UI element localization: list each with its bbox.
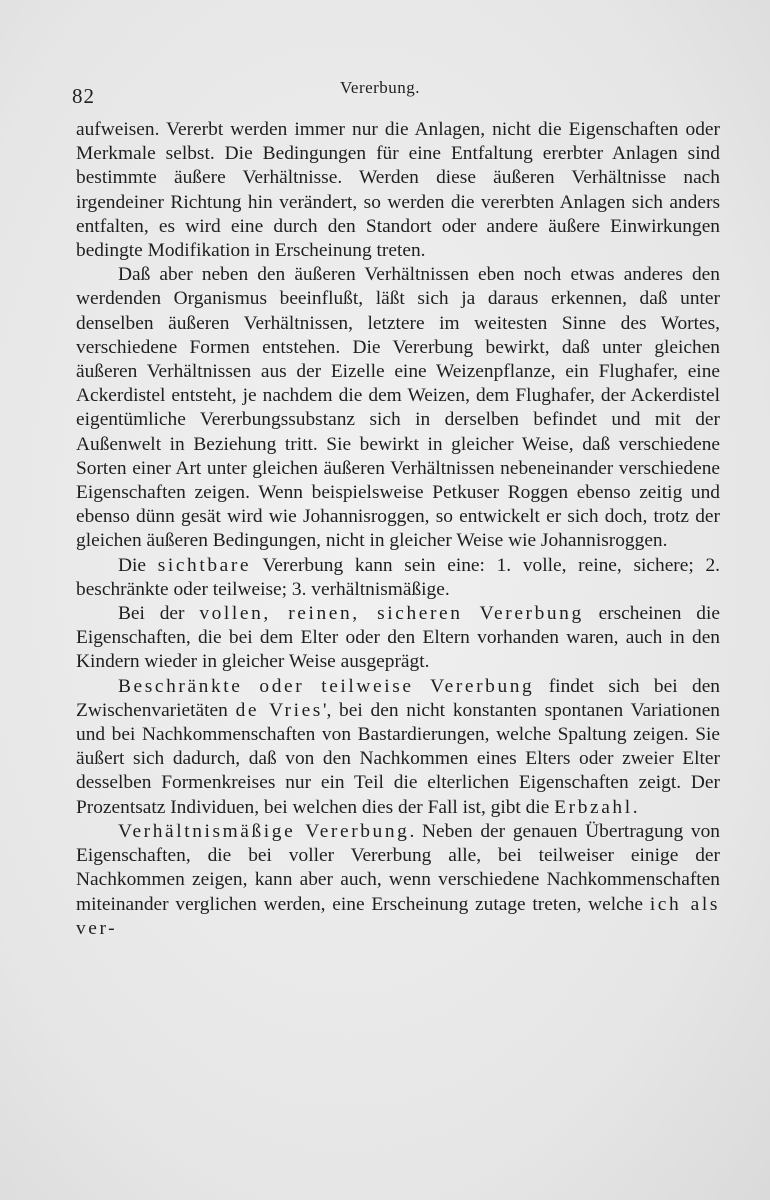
page-number: 82: [72, 84, 95, 108]
paragraph-6-rest: . Neben der genauen Übertragung von Eigenschaften, die bei voller Vererbung alle, bei teilweiser einige der Nachkommen zeigen, kann aber auch, wenn verschiedene Nachkommenschaften miteinander verglichen werden, eine Erscheinung zutage treten, welche: [76, 820, 720, 915]
paragraph-5-emphasis: Beschränkte oder teilweise Vererbung: [118, 675, 535, 697]
body-text: [76, 118, 720, 941]
paragraph-3-rest: Vererbung kann sein eine: 1. volle, reine, sichere; 2. beschränkte oder teilweise; 3. verhältnismäßige.: [76, 554, 720, 600]
page-header: [70, 78, 720, 108]
paragraph-3-emphasis: sichtbare: [157, 554, 252, 576]
paragraph-5-mid: findet sich bei den Zwischenvarietäten: [76, 675, 720, 721]
paragraph-4: [76, 602, 720, 675]
paragraph-5-end: .: [632, 796, 638, 818]
paragraph-5-term: Erbzahl: [554, 796, 633, 818]
paragraph-6: [76, 820, 720, 941]
paragraph-2: Daß aber neben den äußeren Verhältnissen eben noch etwas anderes den werdenden Organismus beeinflußt, läßt sich ja daraus erkennen, daß unter denselben äußeren Verhältnissen, letztere im weitesten Sinne des Wortes, verschiedene Formen entstehen. Die Vererbung bewirkt, daß unter gleichen äußeren Verhältnissen aus der Eizelle eine Weizenpflanze, ein Flughafer, eine Ackerdistel entsteht, je nachdem die dem Weizen, dem Flughafer, der Ackerdistel eigentümliche Vererbungssubstanz sich in derselben befindet und mit der Außenwelt in Beziehung tritt. Sie bewirkt in gleicher Weise, daß verschiedene Sorten einer Art unter gleichen äußeren Verhältnissen nebeneinander verschiedene Eigenschaften zeigen. Wenn beispielsweise Petkuser Roggen ebenso zeitig und ebenso dünn gesät wird wie Johannisroggen, so entwickelt er sich doch, trotz der gleichen äußeren Bedingungen, nicht in gleicher Weise wie Johannisroggen.: [76, 264, 720, 552]
paragraph-4-emphasis: vollen, reinen, sicheren Vererbung: [199, 603, 584, 625]
paragraph-5-rest: ', bei den nicht konstanten spontanen Variationen und bei Nachkommenschaften von Bastardierungen, welche Spaltung zeigen. Sie äußert sich dadurch, daß von den Nachkommen eines Elters oder zweier Elter desselben Formenkreises nur ein Teil die elterlichen Eigenschaften zeigt. Der Prozentsatz Individuen, bei welchen dies der Fall ist, gibt die: [76, 699, 721, 818]
paragraph-6-tail: ich als ver-: [76, 893, 721, 939]
paragraph-3: [76, 554, 720, 602]
paragraph-3-lead: Die: [118, 554, 158, 576]
paragraph-5-author: de Vries: [235, 699, 323, 721]
paragraph-5: [76, 675, 720, 820]
running-title: Vererbung.: [340, 78, 421, 97]
paragraph-1: aufweisen. Vererbt werden immer nur die Anlagen, nicht die Eigenschaften oder Merkmale selbst. Die Bedingungen für eine Entfaltung ererbter Anlagen sind bestimmte äußere Verhältnisse. Werden diese äußeren Verhältnisse nach irgendeiner Richtung hin verändert, so werden die vererbten Anlagen sich anders entfalten, es wird eine durch den Standort oder andere äußere Einwirkungen bedingte Modifikation in Erscheinung treten.: [76, 119, 720, 262]
paragraph-4-lead: Bei der: [118, 603, 200, 625]
paragraph-6-emphasis: Verhältnismäßige Vererbung: [118, 820, 410, 842]
paragraph-4-rest: erscheinen die Eigenschaften, die bei dem Elter oder den Eltern vorhanden waren, auch in den Kindern wieder in gleicher Weise ausgeprägt.: [76, 603, 720, 673]
